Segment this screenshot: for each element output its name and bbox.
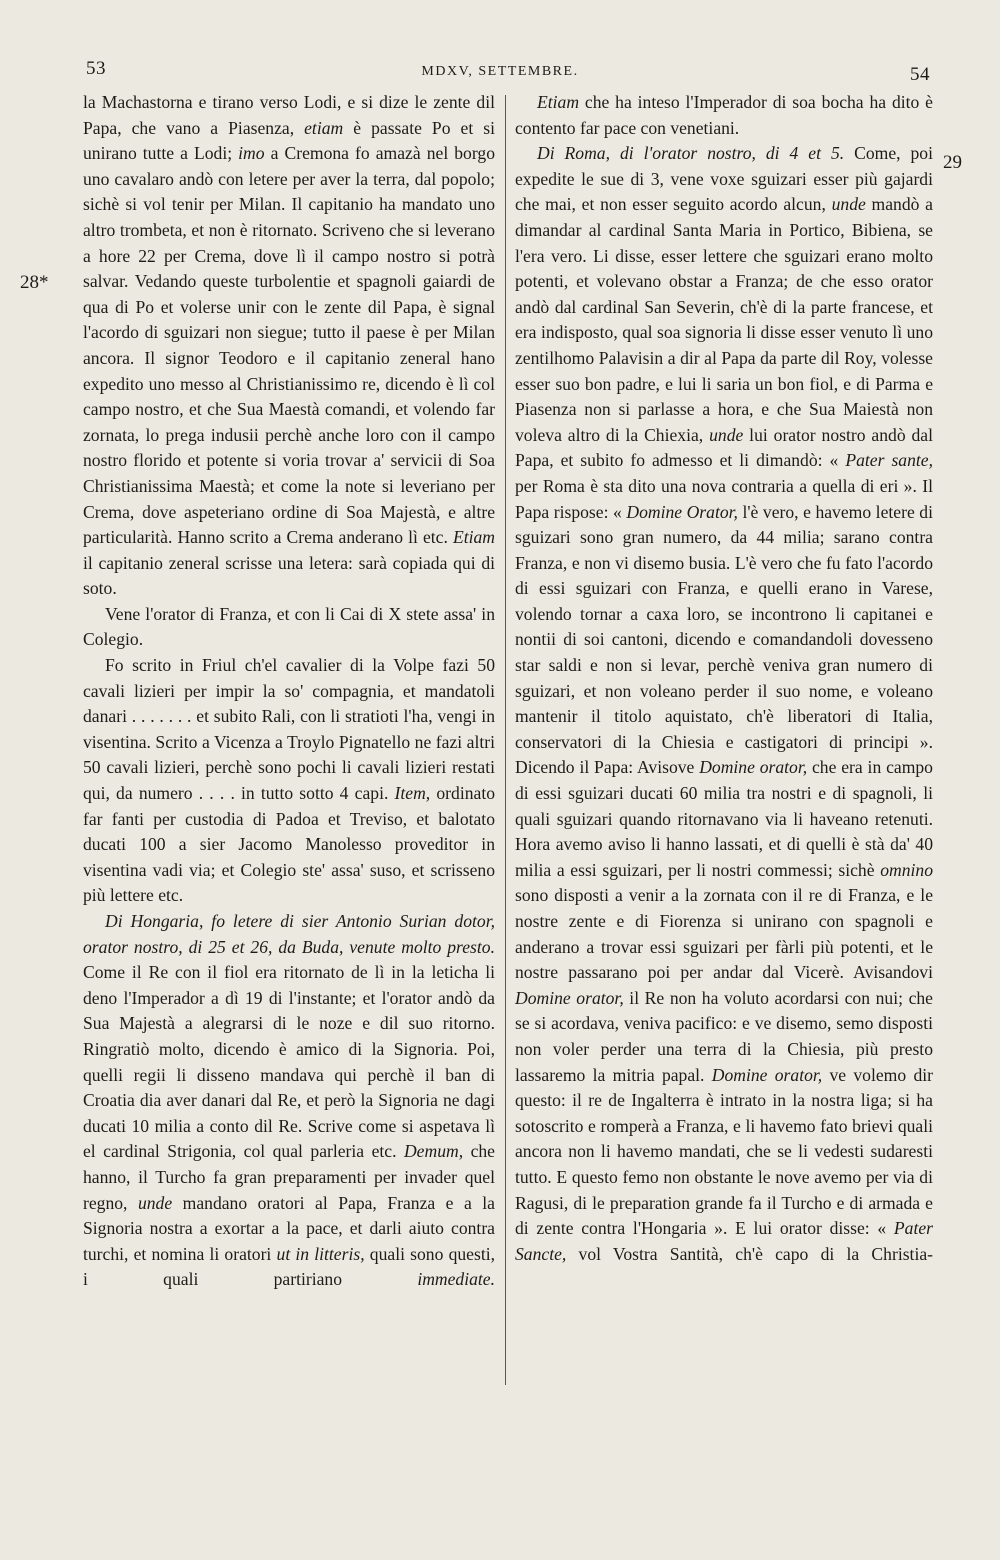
paragraph: Vene l'orator di Franza, et con li Cai di X stete assa' in Colegio. [83, 603, 495, 650]
paragraph: Fo scrito in Friul ch'el cavalier di la Volpe fazi 50 cavali lizieri per impir la so' compagnia, et mandatoli danari . . . . . . . et subito Rali, con li stratioti l'ha, vengi in visentina. Scrito a Vicenza a Troylo Pignatello ne fazi altri 50 cavali lizieri, perchè sono pochi li cavali lizieri restati qui, da numero . . . . in tutto sotto 4 capi. Item, ordinato far fanti per custodia di Padoa et Treviso, et balotato ducati 100 a sier Jacomo Manolesso proveditor in visentina vadi via; et Colegio ste' assa' suso, et scrisseno più lettere etc. [83, 655, 496, 906]
paragraph: Etiam che ha inteso l'Imperador di soa bocha ha dito è contento far pace con venetiani. [515, 92, 933, 138]
margin-number-left: 28* [20, 272, 49, 293]
right-column [515, 90, 933, 1267]
paragraph: Di Hongaria, fo letere di sier Antonio Surian dotor, orator nostro, di 25 et 26, da Buda, venute molto presto. Come il Re con il fiol era ritornato de lì in la leticha li deno l'Imperador a dì 19 di l'instante; et l'orator andò da Sua Majestà a alegrarsi di le noze e dil suo ritorno. Ringratiò molto, dicendo è amico di la Signoria. Poi, quelli regii li disseno mandava qui perchè il ban di Croatia dia aver danari dal Re, et però la Signoria ne dagi ducati 10 milia a conto dil Re. Scrive come si aspetava lì el cardinal Strigonia, col qual parleria etc. Demum, che hanno, il Turcho fa gran preparamenti per invader quel regno, unde mandano oratori al Papa, Franza e a la Signoria nostra a exortar a la pace, et darli aiuto contra turchi, et nomina li oratori ut in litteris, quali sono questi, i quali partiriano immediate. [83, 911, 496, 1290]
margin-number-right: 29 [943, 152, 962, 173]
paragraph: Di Roma, di l'orator nostro, di 4 et 5. Come, poi expedite le sue di 3, vene voxe sguizari esser più gajardi che mai, et non esser seguito acordo alcun, unde mandò a dimandar al cardinal Santa Maria in Portico, Bibiena, se l'era vero. Li disse, esser lettere che sguizari erano molto potenti, et volevano obstar a Franza; de che esso orator andò dal cardinal San Severin, ch'è di la parte francese, et era indisposto, qual soa signoria li disse esser venuto lì uno zentilhomo Palavisin a dir al Papa da parte dil Roy, volesse esser suo bon padre, e lui li saria un bon fiol, e di Parma e Piasenza non si parlasse a hora, e che Sua Maiestà non voleva altro di la Chiexia, unde lui orator nostro andò dal Papa, et subito fo admesso et li dimandò: « Pater sante, per Roma è sta dito una nova contraria a quella di eri ». Il Papa rispose: « Domine Orator, l'è vero, e havemo letere di sguizari sono gran numero, da 44 milia; sarano contra Franza, e non vi disemo busia. L'è vero che fu fato l'acordo di essi sguizari con Franza, e quelli erano in Varese, volendo tornar a caxa loro, se incontrono li capitanei e nontii di soi cantoni, dicendo e comandandoli dovesseno star saldi e non si levar, perchè veniva gran numero di sguizari, et non voleano perder il suo nome, e voleano mantenir il titolo aquistato, ch'è liberatori di Italia, conservatori di la Chiesia e castigatori di principi ». Dicendo il Papa: Avisove Domine orator, che era in campo di essi sguizari ducati 60 milia tra nostri e di spagnoli, li quali sguizari quando ritornavano via li haveano retenuti. Hora avemo aviso li hanno lassati, et di quelli è stà da' 40 milia a essi sguizari, per li nostri commessi; sichè omnino sono disposti a venir a la zornata con il re di Franza, e le nostre zente e di Fiorenza si unirano con spagnoli e anderano a trovar essi sguizari per fàrli più potenti, et le nostre passarano poi per andar dal Vicerè. Avisandovi Domine orator, il Re non ha voluto acordarsi con nui; che se si acordava, veniva pacifico: e ve disemo, semo disposti non voler perder una terra di la Chiesia, più presto lassaremo la mitria papal. Domine orator, ve volemo dir questo: il re de Ingalterra è intrato in la nostra liga; si ha sotoscrito e romperà a Franza, e li havemo fato brievi quali ancora non li havemo mandati, che se li vedesti sudaresti tutto. E questo femo non obstante le nove avemo per via di Ragusi, di le preparation grande fa il Turcho e di armada e di zente contra l'Hongaria ». E lui orator disse: « Pater Sancte, vol Vostra Santità, ch'è capo di la Christia- [515, 143, 933, 1264]
left-column [83, 90, 495, 1293]
paragraph: la Machastorna e tirano verso Lodi, e si dize le zente dil Papa, che vano a Piasenza, etiam è passate Po et si unirano tutte a Lodi; imo a Cremona fo amazà nel borgo uno cavalaro andò con letere per aver la terra, dal popolo; sichè si vol tenir per Milan. Il capitanio ha mandato uno altro trombeta, et non è ritornato. Scriveno che si leverano a hore 22 per Crema, dove lì il campo nostro si potrà salvar. Vedando queste turbolentie et spagnoli gaiardi de qua di Po et volerse unir con le zente dil Papa, è signal l'acordo di sguizari non siegue; tutto il paese è per Milan ancora. Il signor Teodoro e il capitanio zeneral hano expedito uno messo al Christianissimo re, dicendo è lì col campo nostro, et che Sua Maestà comandi, et volendo far zornata, lo prega indusii perchè anche loro con il campo nostro florido et potente si voria trovar a' servicii di Soa Christianissima Maestà; et come la note si leveriano per Crema, dove aspeteriano ordine di Soa Majestà, e altre particularità. Hanno scrito a Crema anderano lì etc. Etiam il capitanio zeneral scrisse una letera: sarà copiada qui di soto. [83, 92, 495, 599]
column-divider [505, 95, 506, 1385]
page-number-left: 53 [86, 58, 106, 79]
page-number-right: 54 [910, 64, 930, 85]
running-title: MDXV, SETTEMBRE. [421, 64, 579, 79]
